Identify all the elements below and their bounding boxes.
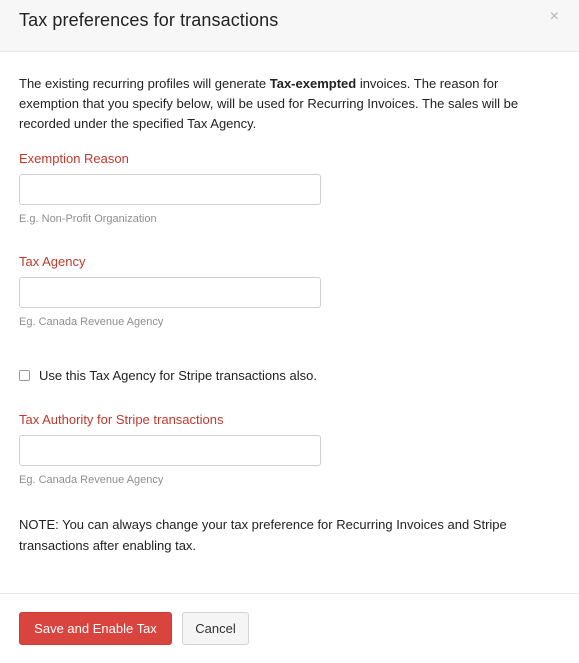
stripe-checkbox-row[interactable]	[19, 368, 317, 383]
stripe-checkbox-label[interactable]: Use this Tax Agency for Stripe transactions also.	[39, 368, 317, 383]
dialog-header	[0, 0, 579, 52]
save-and-enable-tax-button[interactable]: Save and Enable Tax	[19, 612, 172, 645]
exemption-reason-hint: E.g. Non-Profit Organization	[19, 213, 157, 225]
cancel-button[interactable]: Cancel	[182, 612, 249, 645]
stripe-authority-input[interactable]	[19, 435, 321, 466]
tax-agency-label: Tax Agency	[19, 254, 86, 269]
intro-text-bold: Tax-exempted	[269, 76, 357, 91]
exemption-reason-label: Exemption Reason	[19, 151, 129, 166]
stripe-authority-hint: Eg. Canada Revenue Agency	[19, 474, 164, 486]
stripe-authority-label: Tax Authority for Stripe transactions	[19, 412, 224, 427]
footer-divider	[0, 593, 579, 594]
stripe-agency-checkbox[interactable]	[19, 370, 30, 381]
dialog-title: Tax preferences for transactions	[19, 10, 279, 30]
tax-agency-hint: Eg. Canada Revenue Agency	[19, 316, 164, 328]
intro-text	[19, 74, 549, 134]
close-icon[interactable]: ×	[549, 8, 559, 25]
note-text: NOTE: You can always change your tax preference for Recurring Invoices and Stripe transactions after enabling tax.	[19, 517, 507, 553]
intro-text-part2: invoices. The reason for exemption that you specify below, will be used for Recurring Invoices. The sales will be recorded under the specified Tax Agency.	[19, 76, 519, 131]
exemption-reason-input[interactable]	[19, 174, 321, 205]
tax-agency-input[interactable]	[19, 277, 321, 308]
intro-text-part1: The existing recurring profiles will generate	[19, 76, 270, 91]
